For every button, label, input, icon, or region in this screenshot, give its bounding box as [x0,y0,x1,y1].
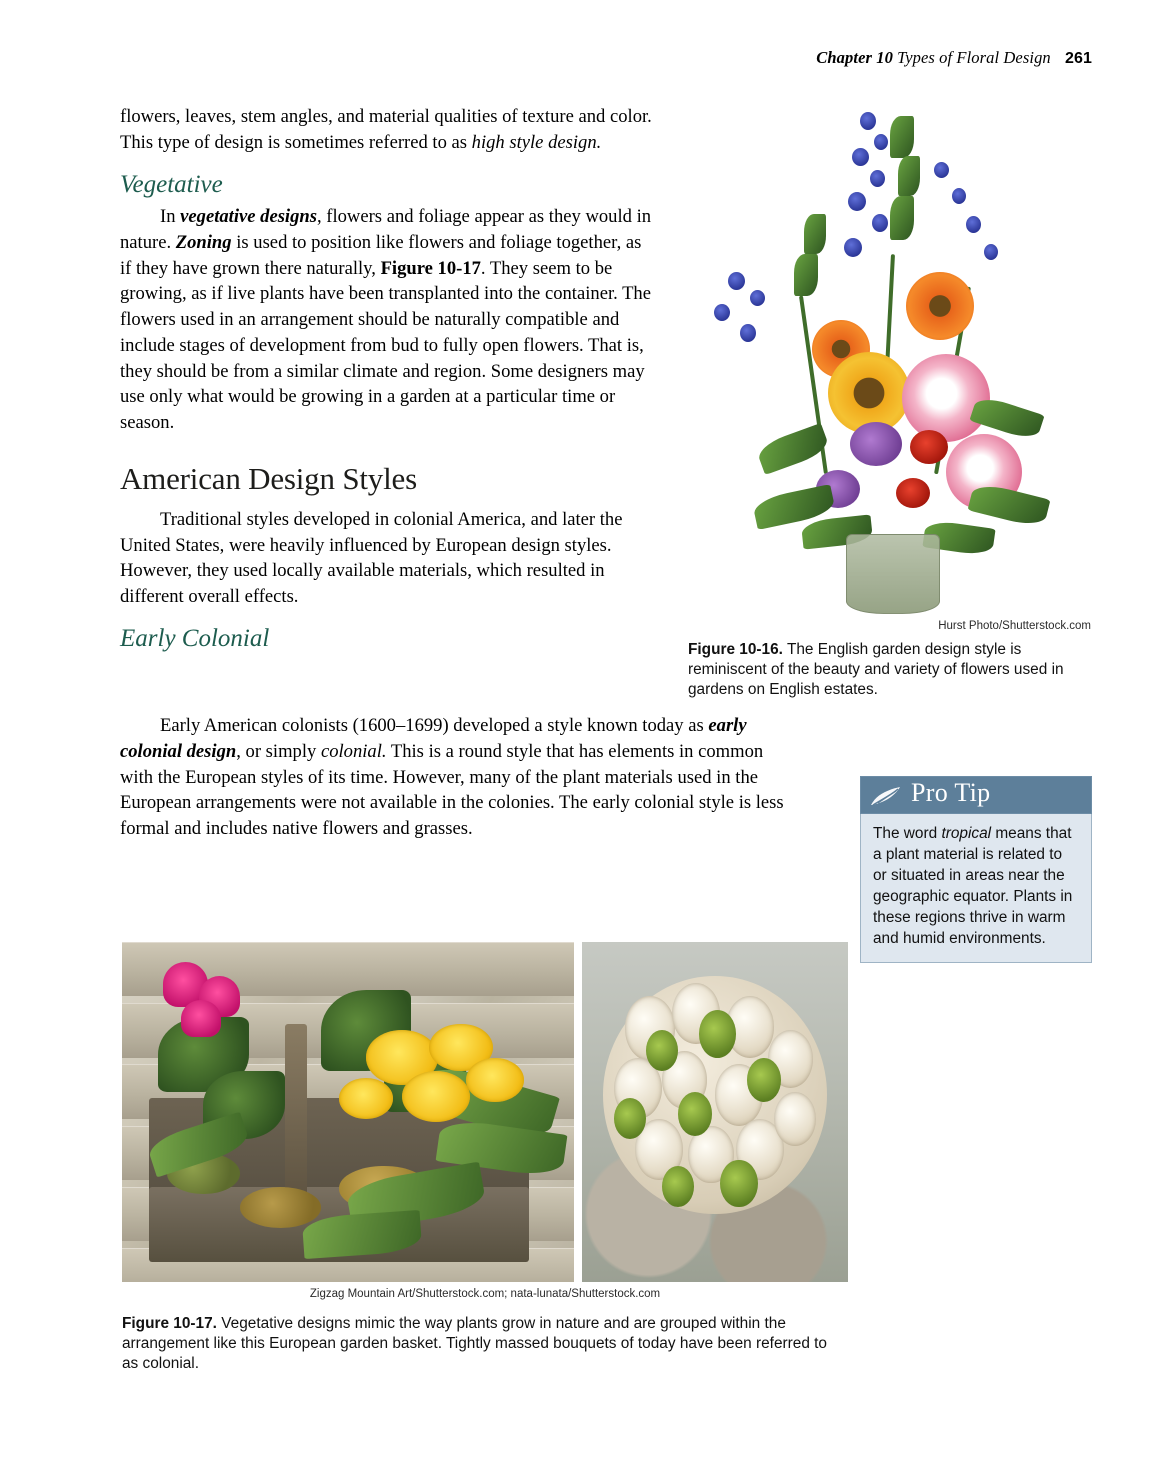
pro-tip-header [860,776,1092,814]
bells-of-ireland [804,214,826,254]
green-button-mum [646,1030,678,1071]
stargazer-lily [902,354,990,442]
p2-g: . They seem to be growing, as if live plants have been transplanted into the container. The flowers used in an arrangement should be naturally compatible and include stages of development from bud to fully open flowers. That is, they should be from a similar climate and region. Some designers may use only what would be growing in a garden at a particular time or season. [120,257,651,434]
bells-of-ireland [890,196,914,240]
bells-of-ireland [898,156,920,196]
term-zoning: Zoning [175,231,232,253]
paragraph-continued-text: flowers, leaves, stem angles, and material qualities of texture and color. This type of design is sometimes referred to as [120,106,652,153]
glass-vase [846,534,940,614]
p4-a: Early American colonists (1600–1699) developed a style known today as [160,715,709,736]
left-column [120,104,652,658]
header-chapter-title: Types of Floral Design [897,48,1051,67]
pink-cyclamen [181,1000,222,1037]
delphinium-floret [872,214,888,232]
delphinium-floret [966,216,981,233]
page-header [816,48,1092,68]
yellow-primrose [339,1078,393,1119]
figure-10-17-credit: Zigzag Mountain Art/Shutterstock.com; nata-lunata/Shutterstock.com [309,1288,661,1300]
figure-10-16-caption [688,640,1092,701]
bells-of-ireland [890,116,914,158]
delphinium-floret [984,244,998,260]
pro-tip-text-a: The word [873,825,942,842]
delphinium-floret [750,290,765,306]
delphinium-floret [844,238,862,257]
green-button-mum [678,1092,713,1136]
pro-tip-body [860,814,1092,963]
paragraph-vegetative [120,204,652,436]
delphinium-floret [714,304,730,321]
red-carnation [910,430,948,464]
orange-gerbera [906,272,974,340]
paragraph-continued [120,104,652,156]
delphinium-floret [870,170,885,187]
term-early-colonial-design: early colonial design [120,715,747,762]
p2-a: In [160,206,181,228]
purple-statice [850,422,902,466]
delphinium-floret [934,162,949,178]
green-button-mum [699,1010,736,1058]
term-colonial: colonial. [320,740,387,762]
cream-rose [774,1092,817,1146]
term-vegetative-designs: vegetative designs [180,206,317,228]
paragraph-american: Traditional styles developed in colonial America, and later the United States, were heavily influenced by European design styles. However, they used locally available materials, which resulted in different overall effects. [120,508,623,608]
leaf-icon [869,784,903,808]
heading-american-design-styles: American Design Styles [120,460,417,496]
figure-10-17-caption-text: Vegetative designs mimic the way plants grow in nature and are grouped within the arrangement like this European garden basket. Tightly massed bouquets of today have been referred to as colonial. [122,1315,827,1373]
bells-of-ireland [794,254,818,296]
green-button-mum [662,1166,694,1207]
page-number: 261 [1065,50,1092,67]
moss [240,1187,321,1228]
high-style-design-term: high style design. [471,131,602,153]
green-button-mum [614,1098,646,1139]
pro-tip-box [860,776,1092,963]
pro-tip-text-b: means that a plant material is related to or situated in areas near the geographic equator. Plants in these regions thrive in warm and humid environments. [873,825,1073,947]
yellow-primrose [466,1058,525,1102]
figure-10-17-image-left [122,942,574,1282]
delphinium-floret [852,148,869,166]
p2-c: , flowers and foliage appear as they would in nature. [120,206,652,253]
figure-10-16-caption-text: The English garden design style is reminiscent of the beauty and variety of flowers used in gardens on English estates. [688,641,1064,699]
header-chapter: Chapter 10 [816,48,893,67]
pro-tip-term-tropical: tropical [941,825,992,842]
wide-column [120,713,796,842]
basket-handle [285,1024,308,1201]
paragraph-early-colonial [120,713,796,842]
p4-e: This is a round style that has elements in common with the European styles of its time. However, many of the plant materials used in the European arrangements were not available in the colonies. The early colonial style is less formal and includes native flowers and grasses. [120,740,784,839]
heading-early-colonial: Early Colonial [120,624,270,652]
delphinium-floret [860,112,876,130]
heading-vegetative: Vegetative [120,170,223,198]
figure-10-17-image-right [582,942,848,1282]
delphinium-floret [874,134,888,150]
green-button-mum [747,1058,782,1102]
figure-10-17-caption-lead: Figure 10-17. [122,1315,217,1332]
delphinium-floret [848,192,866,211]
figure-10-16-image [684,104,1091,616]
delphinium-floret [728,272,745,290]
figure-10-17-caption [122,1314,838,1375]
red-carnation [896,478,930,508]
pro-tip-title: Pro Tip [911,778,991,807]
delphinium-floret [740,324,756,342]
delphinium-floret [952,188,966,204]
p2-e: is used to position like flowers and foliage together, as if they have grown there naturally, [120,231,642,279]
yellow-primrose [402,1071,470,1122]
figure-reference-10-17: Figure 10-17 [380,257,481,279]
figure-10-16-credit: Hurst Photo/Shutterstock.com [938,620,1091,632]
green-button-mum [720,1160,757,1208]
figure-10-16-caption-lead: Figure 10-16. [688,641,783,658]
p4-c: , or simply [236,740,321,762]
